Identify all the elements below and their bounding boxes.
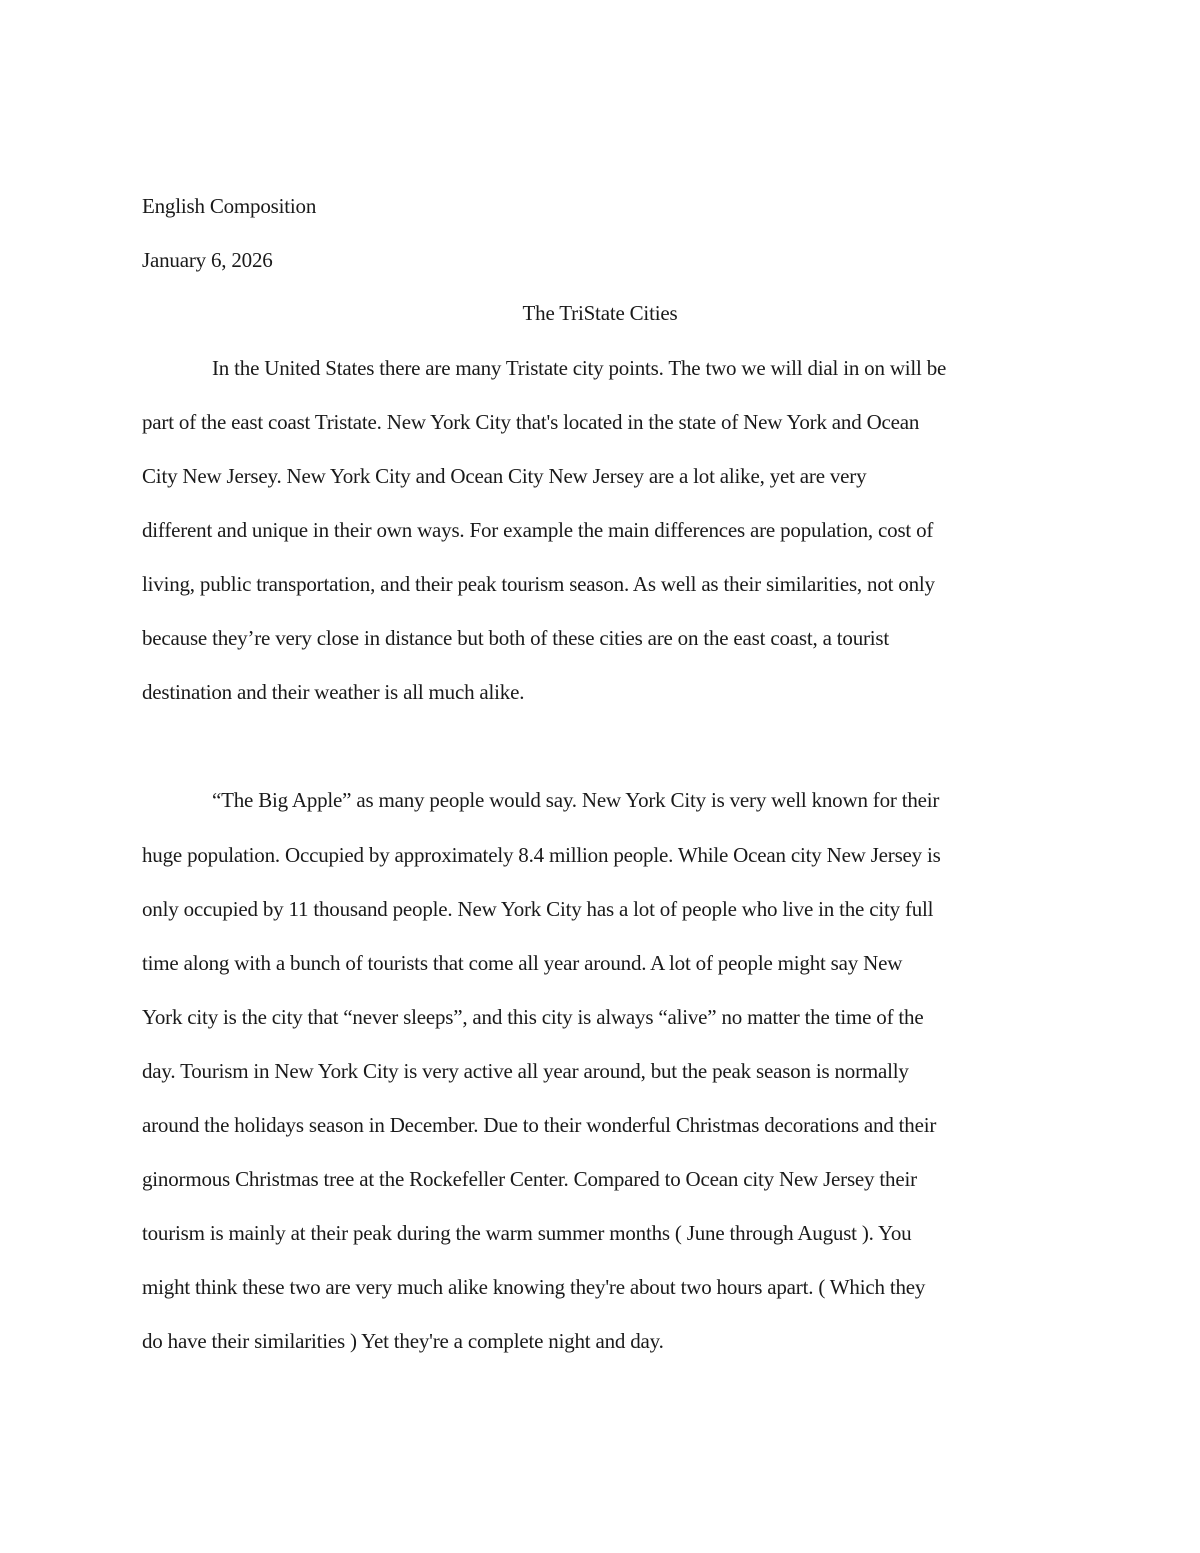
paragraph-line: ginormous Christmas tree at the Rockefeller Center. Compared to Ocean city New Jersey their [142,1167,917,1191]
paragraph-line: time along with a bunch of tourists that come all year around. A lot of people might say New [142,951,903,975]
paragraph-line: because they’re very close in distance but both of these cities are on the east coast, a tourist [142,626,890,650]
paragraph-line: In the United States there are many Tristate city points. The two we will dial in on will be [212,356,947,380]
paragraph-line: might think these two are very much alike knowing they're about two hours apart. ( Which they [142,1275,926,1299]
paragraph-line: only occupied by 11 thousand people. New York City has a lot of people who live in the city full [142,897,934,921]
paragraph-line: tourism is mainly at their peak during the warm summer months ( June through August ). You [142,1221,912,1245]
document-title: The TriState Cities [522,301,678,325]
paragraph-line: destination and their weather is all much alike. [142,680,525,704]
paragraph-line: around the holidays season in December. Due to their wonderful Christmas decorations and their [142,1113,937,1137]
course-name: English Composition [142,194,317,218]
paragraph-line: different and unique in their own ways. For example the main differences are population, cost of [142,518,934,542]
paragraph-line: living, public transportation, and their peak tourism season. As well as their similarities, not only [142,572,935,596]
paragraph-line: “The Big Apple” as many people would say. New York City is very well known for their [212,788,940,812]
paragraph-line: day. Tourism in New York City is very active all year around, but the peak season is normally [142,1059,909,1083]
document-date: January 6, 2026 [142,248,273,272]
paragraph-line: do have their similarities ) Yet they're a complete night and day. [142,1329,664,1353]
paragraph-line: huge population. Occupied by approximately 8.4 million people. While Ocean city New Jersey is [142,843,941,867]
paragraph-line: York city is the city that “never sleeps”, and this city is always “alive” no matter the time of the [142,1005,924,1029]
paragraph-line: City New Jersey. New York City and Ocean City New Jersey are a lot alike, yet are very [142,464,867,488]
paragraph-line: part of the east coast Tristate. New York City that's located in the state of New York and Ocean [142,410,920,434]
